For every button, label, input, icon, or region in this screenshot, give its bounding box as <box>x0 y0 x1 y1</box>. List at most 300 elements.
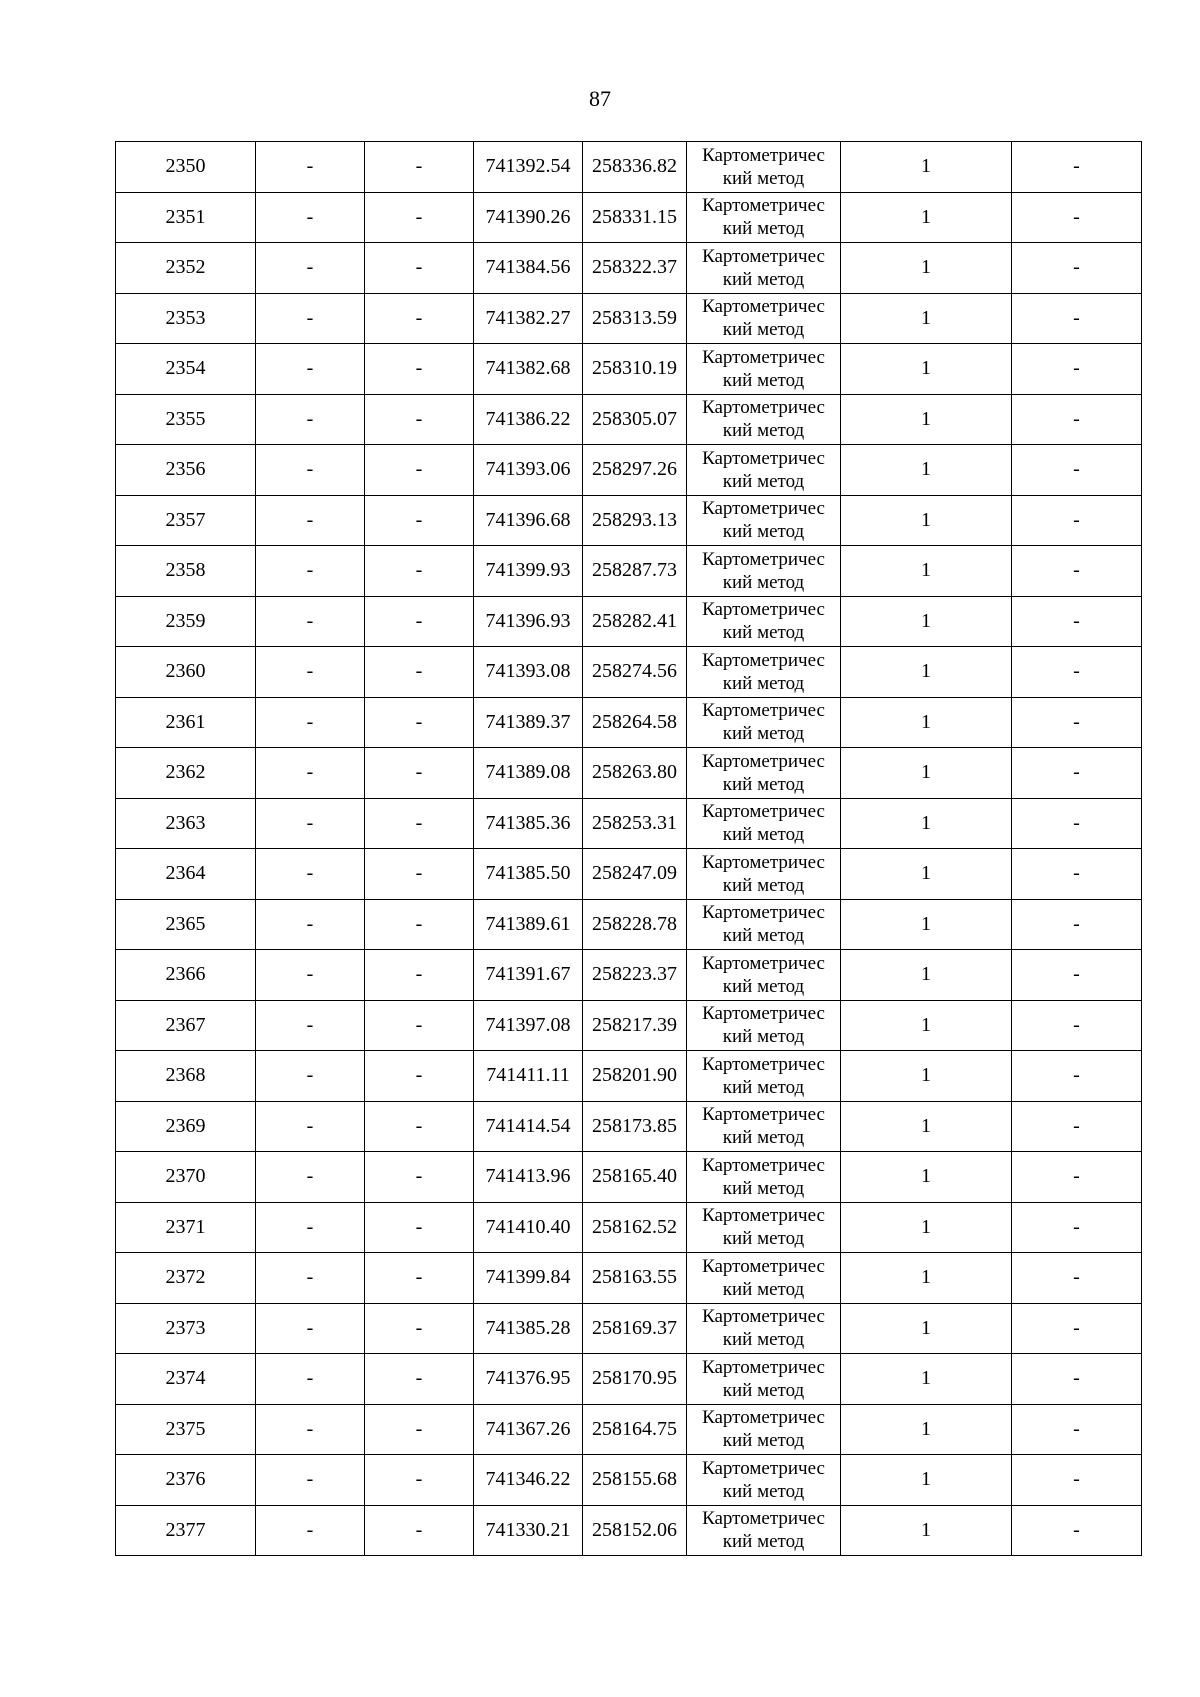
table-row <box>116 849 1142 900</box>
cell-method <box>687 950 841 1001</box>
method-line-2: кий метод <box>722 874 805 896</box>
method-line-1: Картометричес <box>702 801 825 823</box>
cell-col8: - <box>1012 344 1142 395</box>
table-row <box>116 495 1142 546</box>
cell-y-coordinate: 258165.40 <box>583 1152 687 1203</box>
cell-col2: - <box>256 293 365 344</box>
cell-col8: - <box>1012 1202 1142 1253</box>
table-row <box>116 697 1142 748</box>
cell-accuracy: 1 <box>841 1253 1012 1304</box>
cell-y-coordinate: 258331.15 <box>583 192 687 243</box>
cell-col3: - <box>365 950 474 1001</box>
cell-col3: - <box>365 1404 474 1455</box>
cell-point-number: 2353 <box>116 293 256 344</box>
table-row <box>116 748 1142 799</box>
method-line-2: кий метод <box>722 1026 805 1048</box>
cell-x-coordinate: 741393.06 <box>474 445 583 496</box>
cell-col3: - <box>365 1505 474 1556</box>
cell-method <box>687 1455 841 1506</box>
cell-point-number: 2366 <box>116 950 256 1001</box>
coordinates-table-body <box>116 142 1142 1556</box>
cell-x-coordinate: 741397.08 <box>474 1000 583 1051</box>
cell-accuracy: 1 <box>841 1000 1012 1051</box>
cell-x-coordinate: 741411.11 <box>474 1051 583 1102</box>
table-row <box>116 647 1142 698</box>
cell-accuracy: 1 <box>841 798 1012 849</box>
cell-y-coordinate: 258228.78 <box>583 899 687 950</box>
cell-y-coordinate: 258297.26 <box>583 445 687 496</box>
cell-x-coordinate: 741385.28 <box>474 1303 583 1354</box>
cell-accuracy: 1 <box>841 1505 1012 1556</box>
table-row <box>116 445 1142 496</box>
cell-method <box>687 697 841 748</box>
method-line-2: кий метод <box>722 1177 805 1199</box>
cell-point-number: 2354 <box>116 344 256 395</box>
cell-x-coordinate: 741390.26 <box>474 192 583 243</box>
cell-point-number: 2375 <box>116 1404 256 1455</box>
cell-accuracy: 1 <box>841 546 1012 597</box>
method-line-1: Картометричес <box>702 1053 825 1075</box>
method-line-1: Картометричес <box>702 1306 825 1328</box>
method-line-2: кий метод <box>722 672 805 694</box>
cell-col8: - <box>1012 899 1142 950</box>
cell-method <box>687 546 841 597</box>
cell-col3: - <box>365 1051 474 1102</box>
cell-col8: - <box>1012 1152 1142 1203</box>
cell-y-coordinate: 258293.13 <box>583 495 687 546</box>
cell-col8: - <box>1012 1455 1142 1506</box>
cell-col2: - <box>256 1202 365 1253</box>
table-row <box>116 899 1142 950</box>
cell-col2: - <box>256 142 365 193</box>
method-line-2: кий метод <box>722 369 805 391</box>
cell-point-number: 2351 <box>116 192 256 243</box>
cell-x-coordinate: 741384.56 <box>474 243 583 294</box>
table-row <box>116 1202 1142 1253</box>
cell-col8: - <box>1012 798 1142 849</box>
cell-col3: - <box>365 445 474 496</box>
cell-method <box>687 647 841 698</box>
cell-method <box>687 1354 841 1405</box>
method-line-2: кий метод <box>722 1228 805 1250</box>
method-line-2: кий метод <box>722 420 805 442</box>
cell-y-coordinate: 258169.37 <box>583 1303 687 1354</box>
cell-y-coordinate: 258263.80 <box>583 748 687 799</box>
method-line-2: кий метод <box>722 622 805 644</box>
cell-col8: - <box>1012 1505 1142 1556</box>
cell-y-coordinate: 258217.39 <box>583 1000 687 1051</box>
cell-col2: - <box>256 596 365 647</box>
cell-method <box>687 748 841 799</box>
cell-x-coordinate: 741389.37 <box>474 697 583 748</box>
table-row <box>116 344 1142 395</box>
method-line-1: Картометричес <box>702 498 825 520</box>
cell-method <box>687 293 841 344</box>
cell-col3: - <box>365 394 474 445</box>
cell-method <box>687 394 841 445</box>
cell-method <box>687 1152 841 1203</box>
cell-point-number: 2350 <box>116 142 256 193</box>
cell-method <box>687 1303 841 1354</box>
cell-col3: - <box>365 1152 474 1203</box>
cell-accuracy: 1 <box>841 1202 1012 1253</box>
cell-x-coordinate: 741389.61 <box>474 899 583 950</box>
cell-y-coordinate: 258201.90 <box>583 1051 687 1102</box>
cell-accuracy: 1 <box>841 950 1012 1001</box>
cell-col3: - <box>365 647 474 698</box>
cell-col8: - <box>1012 697 1142 748</box>
cell-point-number: 2365 <box>116 899 256 950</box>
table-row <box>116 1152 1142 1203</box>
cell-accuracy: 1 <box>841 394 1012 445</box>
method-line-2: кий метод <box>722 975 805 997</box>
cell-point-number: 2363 <box>116 798 256 849</box>
cell-col8: - <box>1012 1101 1142 1152</box>
cell-col3: - <box>365 142 474 193</box>
cell-y-coordinate: 258313.59 <box>583 293 687 344</box>
cell-x-coordinate: 741386.22 <box>474 394 583 445</box>
cell-col8: - <box>1012 445 1142 496</box>
cell-x-coordinate: 741376.95 <box>474 1354 583 1405</box>
cell-col8: - <box>1012 546 1142 597</box>
cell-col8: - <box>1012 192 1142 243</box>
cell-col3: - <box>365 697 474 748</box>
cell-accuracy: 1 <box>841 344 1012 395</box>
cell-y-coordinate: 258274.56 <box>583 647 687 698</box>
cell-y-coordinate: 258253.31 <box>583 798 687 849</box>
cell-y-coordinate: 258305.07 <box>583 394 687 445</box>
cell-accuracy: 1 <box>841 1354 1012 1405</box>
method-line-2: кий метод <box>722 1531 805 1553</box>
table-row <box>116 546 1142 597</box>
table-row <box>116 798 1142 849</box>
table-row <box>116 1051 1142 1102</box>
cell-col2: - <box>256 1253 365 1304</box>
method-line-2: кий метод <box>722 824 805 846</box>
method-line-1: Картометричес <box>702 397 825 419</box>
cell-col3: - <box>365 1202 474 1253</box>
cell-point-number: 2362 <box>116 748 256 799</box>
method-line-2: кий метод <box>722 218 805 240</box>
method-line-1: Картометричес <box>702 1154 825 1176</box>
table-row <box>116 142 1142 193</box>
cell-point-number: 2356 <box>116 445 256 496</box>
cell-x-coordinate: 741413.96 <box>474 1152 583 1203</box>
cell-accuracy: 1 <box>841 445 1012 496</box>
cell-col2: - <box>256 1505 365 1556</box>
cell-accuracy: 1 <box>841 1051 1012 1102</box>
cell-point-number: 2367 <box>116 1000 256 1051</box>
cell-x-coordinate: 741399.93 <box>474 546 583 597</box>
cell-col2: - <box>256 950 365 1001</box>
method-line-1: Картометричес <box>702 649 825 671</box>
cell-x-coordinate: 741389.08 <box>474 748 583 799</box>
cell-col2: - <box>256 1455 365 1506</box>
method-line-1: Картометричес <box>702 1508 825 1530</box>
cell-col3: - <box>365 596 474 647</box>
method-line-2: кий метод <box>722 1430 805 1452</box>
cell-method <box>687 1505 841 1556</box>
cell-col3: - <box>365 798 474 849</box>
table-row <box>116 394 1142 445</box>
cell-accuracy: 1 <box>841 1303 1012 1354</box>
cell-col8: - <box>1012 849 1142 900</box>
cell-x-coordinate: 741382.27 <box>474 293 583 344</box>
method-line-1: Картометричес <box>702 548 825 570</box>
cell-col2: - <box>256 344 365 395</box>
cell-col3: - <box>365 293 474 344</box>
cell-accuracy: 1 <box>841 647 1012 698</box>
cell-method <box>687 1101 841 1152</box>
cell-accuracy: 1 <box>841 192 1012 243</box>
method-line-1: Картометричес <box>702 750 825 772</box>
cell-method <box>687 596 841 647</box>
cell-col8: - <box>1012 1253 1142 1304</box>
method-line-2: кий метод <box>722 1480 805 1502</box>
cell-method <box>687 142 841 193</box>
cell-point-number: 2364 <box>116 849 256 900</box>
cell-col3: - <box>365 1303 474 1354</box>
method-line-1: Картометричес <box>702 599 825 621</box>
cell-accuracy: 1 <box>841 1404 1012 1455</box>
table-row <box>116 950 1142 1001</box>
cell-accuracy: 1 <box>841 293 1012 344</box>
cell-col3: - <box>365 192 474 243</box>
method-line-1: Картометричес <box>702 1356 825 1378</box>
method-line-2: кий метод <box>722 319 805 341</box>
cell-col8: - <box>1012 1404 1142 1455</box>
cell-x-coordinate: 741330.21 <box>474 1505 583 1556</box>
cell-col8: - <box>1012 596 1142 647</box>
cell-col2: - <box>256 697 365 748</box>
cell-col3: - <box>365 243 474 294</box>
cell-point-number: 2376 <box>116 1455 256 1506</box>
cell-col8: - <box>1012 243 1142 294</box>
method-line-1: Картометричес <box>702 447 825 469</box>
cell-accuracy: 1 <box>841 596 1012 647</box>
method-line-1: Картометричес <box>702 245 825 267</box>
cell-point-number: 2360 <box>116 647 256 698</box>
method-line-2: кий метод <box>722 167 805 189</box>
cell-col2: - <box>256 1303 365 1354</box>
cell-col8: - <box>1012 950 1142 1001</box>
cell-method <box>687 1202 841 1253</box>
cell-point-number: 2358 <box>116 546 256 597</box>
table-row <box>116 293 1142 344</box>
method-line-1: Картометричес <box>702 144 825 166</box>
cell-col2: - <box>256 1152 365 1203</box>
cell-method <box>687 899 841 950</box>
cell-col3: - <box>365 344 474 395</box>
cell-x-coordinate: 741396.68 <box>474 495 583 546</box>
cell-col8: - <box>1012 142 1142 193</box>
method-line-2: кий метод <box>722 1076 805 1098</box>
method-line-1: Картометричес <box>702 1003 825 1025</box>
cell-col3: - <box>365 849 474 900</box>
method-line-2: кий метод <box>722 571 805 593</box>
cell-method <box>687 1253 841 1304</box>
table-row <box>116 596 1142 647</box>
method-line-2: кий метод <box>722 268 805 290</box>
cell-method <box>687 192 841 243</box>
cell-y-coordinate: 258310.19 <box>583 344 687 395</box>
cell-accuracy: 1 <box>841 899 1012 950</box>
table-row <box>116 1354 1142 1405</box>
cell-y-coordinate: 258287.73 <box>583 546 687 597</box>
method-line-1: Картометричес <box>702 1407 825 1429</box>
method-line-2: кий метод <box>722 521 805 543</box>
cell-accuracy: 1 <box>841 142 1012 193</box>
method-line-2: кий метод <box>722 470 805 492</box>
cell-method <box>687 849 841 900</box>
cell-x-coordinate: 741346.22 <box>474 1455 583 1506</box>
cell-method <box>687 243 841 294</box>
method-line-2: кий метод <box>722 1329 805 1351</box>
cell-y-coordinate: 258164.75 <box>583 1404 687 1455</box>
cell-accuracy: 1 <box>841 1101 1012 1152</box>
table-row <box>116 1101 1142 1152</box>
cell-point-number: 2361 <box>116 697 256 748</box>
cell-point-number: 2368 <box>116 1051 256 1102</box>
cell-method <box>687 798 841 849</box>
cell-point-number: 2357 <box>116 495 256 546</box>
cell-x-coordinate: 741414.54 <box>474 1101 583 1152</box>
table-row <box>116 1455 1142 1506</box>
cell-y-coordinate: 258162.52 <box>583 1202 687 1253</box>
cell-method <box>687 495 841 546</box>
cell-y-coordinate: 258163.55 <box>583 1253 687 1304</box>
cell-col8: - <box>1012 1354 1142 1405</box>
table-row <box>116 1000 1142 1051</box>
cell-col2: - <box>256 1101 365 1152</box>
cell-x-coordinate: 741391.67 <box>474 950 583 1001</box>
cell-point-number: 2374 <box>116 1354 256 1405</box>
cell-point-number: 2369 <box>116 1101 256 1152</box>
cell-col2: - <box>256 1051 365 1102</box>
cell-accuracy: 1 <box>841 495 1012 546</box>
method-line-1: Картометричес <box>702 1205 825 1227</box>
cell-col2: - <box>256 394 365 445</box>
cell-x-coordinate: 741393.08 <box>474 647 583 698</box>
cell-accuracy: 1 <box>841 1455 1012 1506</box>
cell-col3: - <box>365 1000 474 1051</box>
cell-point-number: 2377 <box>116 1505 256 1556</box>
cell-col3: - <box>365 1101 474 1152</box>
cell-point-number: 2359 <box>116 596 256 647</box>
table-row <box>116 243 1142 294</box>
cell-col2: - <box>256 748 365 799</box>
cell-point-number: 2373 <box>116 1303 256 1354</box>
cell-col8: - <box>1012 495 1142 546</box>
method-line-1: Картометричес <box>702 296 825 318</box>
page-number: 87 <box>589 86 611 111</box>
cell-y-coordinate: 258247.09 <box>583 849 687 900</box>
cell-col2: - <box>256 546 365 597</box>
cell-method <box>687 1000 841 1051</box>
method-line-2: кий метод <box>722 1127 805 1149</box>
cell-x-coordinate: 741382.68 <box>474 344 583 395</box>
cell-col3: - <box>365 495 474 546</box>
method-line-2: кий метод <box>722 1379 805 1401</box>
method-line-1: Картометричес <box>702 902 825 924</box>
cell-col8: - <box>1012 1303 1142 1354</box>
cell-col2: - <box>256 192 365 243</box>
cell-y-coordinate: 258170.95 <box>583 1354 687 1405</box>
table-row <box>116 1505 1142 1556</box>
cell-col2: - <box>256 849 365 900</box>
method-line-1: Картометричес <box>702 1255 825 1277</box>
cell-method <box>687 445 841 496</box>
cell-col8: - <box>1012 748 1142 799</box>
cell-col8: - <box>1012 1000 1142 1051</box>
cell-method <box>687 344 841 395</box>
cell-method <box>687 1404 841 1455</box>
cell-x-coordinate: 741396.93 <box>474 596 583 647</box>
method-line-2: кий метод <box>722 925 805 947</box>
cell-col2: - <box>256 1000 365 1051</box>
cell-accuracy: 1 <box>841 748 1012 799</box>
cell-col3: - <box>365 1253 474 1304</box>
method-line-2: кий метод <box>722 773 805 795</box>
cell-method <box>687 1051 841 1102</box>
cell-col2: - <box>256 1354 365 1405</box>
cell-y-coordinate: 258264.58 <box>583 697 687 748</box>
cell-col3: - <box>365 1455 474 1506</box>
cell-col3: - <box>365 899 474 950</box>
cell-accuracy: 1 <box>841 849 1012 900</box>
cell-y-coordinate: 258152.06 <box>583 1505 687 1556</box>
cell-y-coordinate: 258155.68 <box>583 1455 687 1506</box>
cell-point-number: 2371 <box>116 1202 256 1253</box>
cell-y-coordinate: 258173.85 <box>583 1101 687 1152</box>
cell-col8: - <box>1012 647 1142 698</box>
cell-y-coordinate: 258336.82 <box>583 142 687 193</box>
cell-col3: - <box>365 1354 474 1405</box>
cell-col2: - <box>256 445 365 496</box>
cell-col2: - <box>256 1404 365 1455</box>
method-line-1: Картометричес <box>702 195 825 217</box>
cell-y-coordinate: 258282.41 <box>583 596 687 647</box>
cell-col3: - <box>365 748 474 799</box>
cell-col2: - <box>256 647 365 698</box>
cell-col8: - <box>1012 394 1142 445</box>
cell-col8: - <box>1012 1051 1142 1102</box>
method-line-1: Картометричес <box>702 346 825 368</box>
cell-accuracy: 1 <box>841 697 1012 748</box>
cell-col2: - <box>256 899 365 950</box>
table-row <box>116 192 1142 243</box>
method-line-1: Картометричес <box>702 700 825 722</box>
method-line-1: Картометричес <box>702 1457 825 1479</box>
cell-col2: - <box>256 798 365 849</box>
table-row <box>116 1303 1142 1354</box>
cell-x-coordinate: 741410.40 <box>474 1202 583 1253</box>
cell-accuracy: 1 <box>841 243 1012 294</box>
method-line-1: Картометричес <box>702 1104 825 1126</box>
coordinates-table <box>115 141 1142 1556</box>
cell-col2: - <box>256 243 365 294</box>
cell-col8: - <box>1012 293 1142 344</box>
cell-x-coordinate: 741392.54 <box>474 142 583 193</box>
cell-y-coordinate: 258322.37 <box>583 243 687 294</box>
cell-accuracy: 1 <box>841 1152 1012 1203</box>
cell-x-coordinate: 741385.36 <box>474 798 583 849</box>
cell-point-number: 2352 <box>116 243 256 294</box>
cell-col2: - <box>256 495 365 546</box>
cell-point-number: 2370 <box>116 1152 256 1203</box>
cell-col3: - <box>365 546 474 597</box>
cell-x-coordinate: 741367.26 <box>474 1404 583 1455</box>
